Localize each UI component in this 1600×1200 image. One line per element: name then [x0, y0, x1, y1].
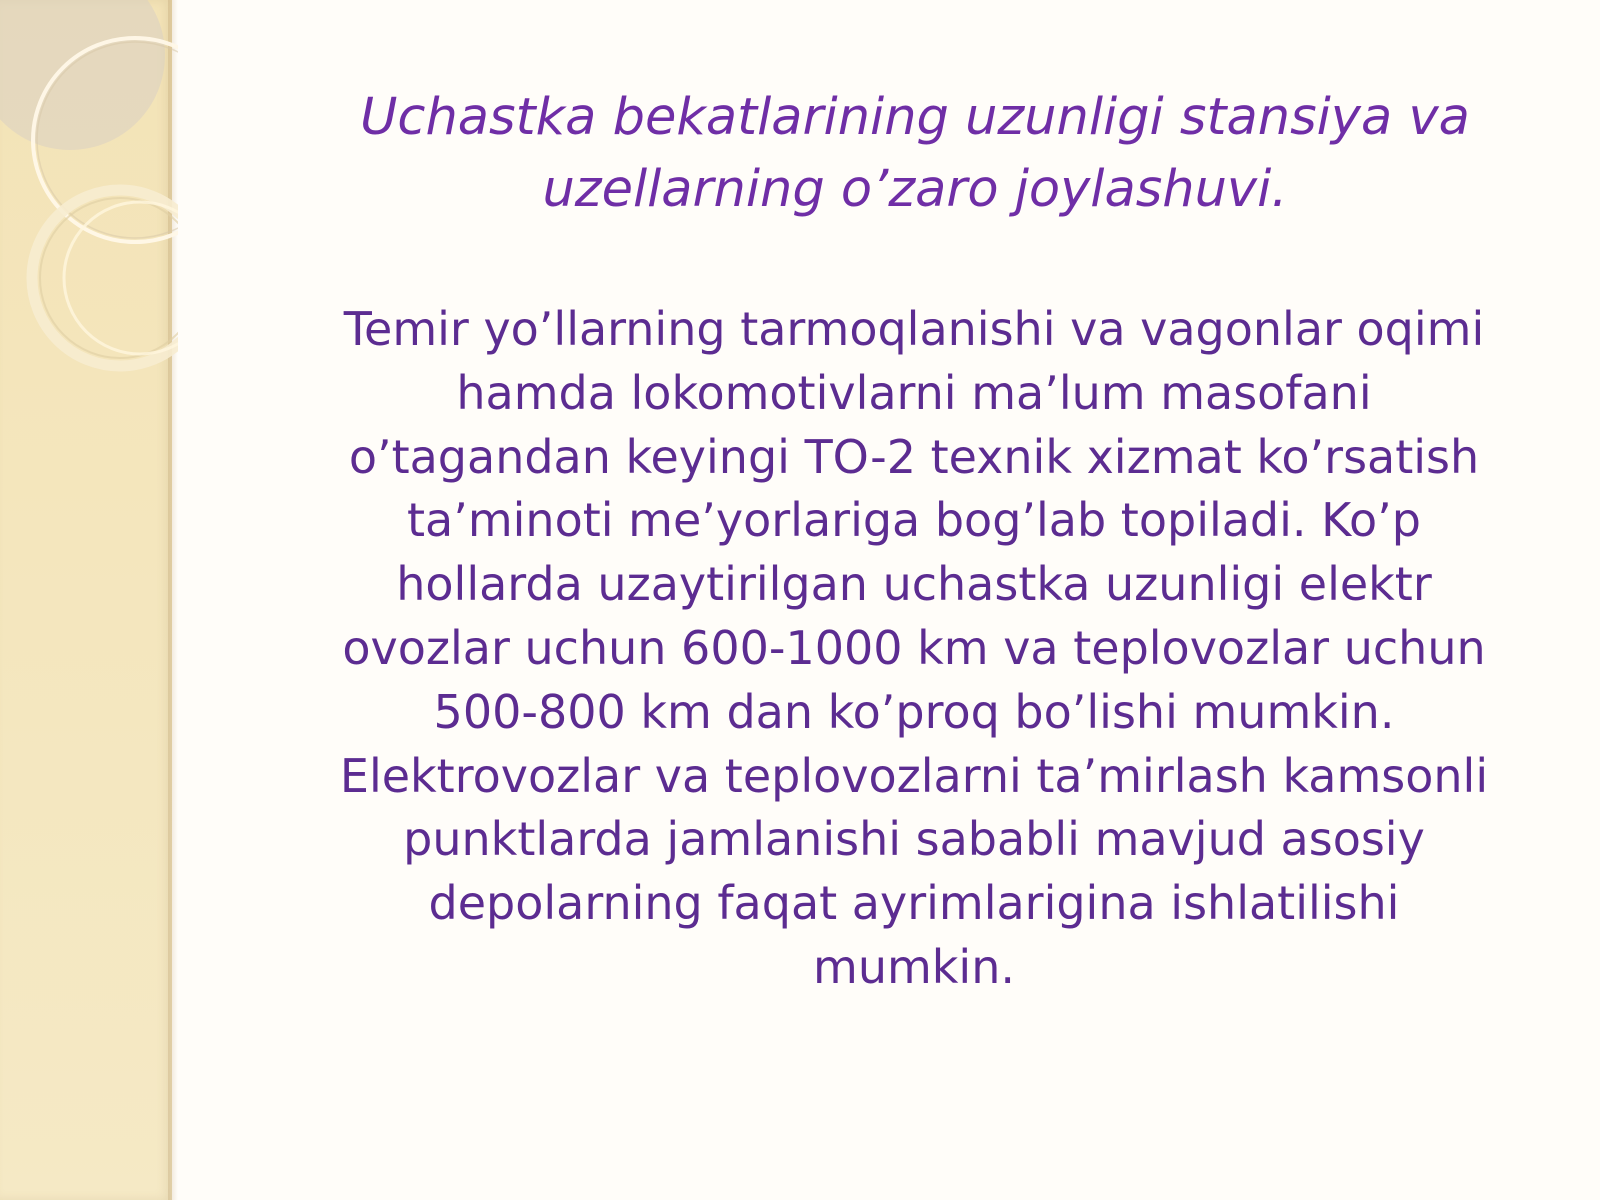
decorative-ring-medium-inner — [40, 198, 178, 358]
decorative-rings — [0, 0, 178, 420]
slide-title: Uchastka bekatlarining uzunligi stansiya va uzellarning o’zaro joylashuvi. — [360, 88, 1470, 219]
decorative-ring-medium — [32, 190, 178, 366]
decorative-disc — [0, 0, 165, 150]
slide-body-text: Temir yo’llarning tarmoqlanishi va vagonlar oqimi hamda lokomotivlarni ma’lum masofani o’tagandan keyingi TO-2 texnik xizmat ko’rsatish ta’minoti me’yorlariga bog’lab topiladi. Ko’p hollarda uzaytirilgan uchastka uzunligi elektr ovozlar uchun 600-1000 km va teplovozlar uchun 500-800 km dan ko’proq bo’lishi mumkin. Elektrovozlar va teplovozlarni ta’mirlash kamsonli punktlarda jamlanishi sababli mavjud asosiy depolarning faqat ayrimlarigina ishlatilishi mumkin. — [339, 302, 1489, 994]
